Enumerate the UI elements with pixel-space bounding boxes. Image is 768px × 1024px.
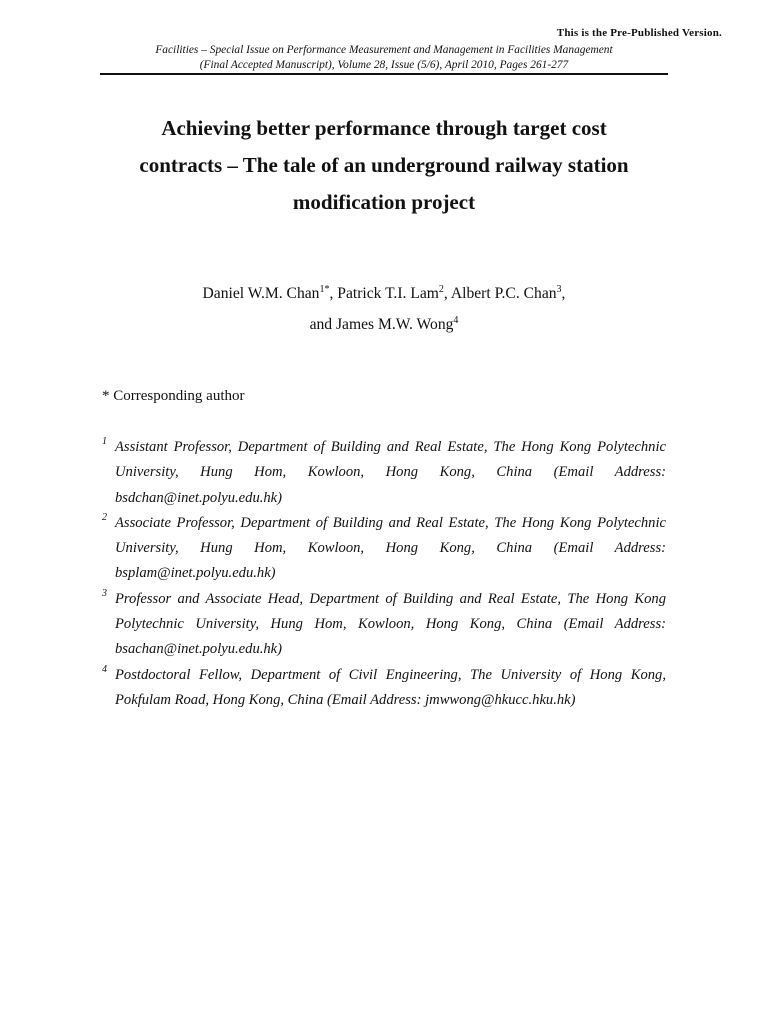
affiliation-number: 1 bbox=[102, 436, 107, 447]
journal-line-1: Facilities – Special Issue on Performance Measurement and Management in Facilities Management bbox=[155, 44, 613, 56]
paper-title bbox=[100, 110, 668, 221]
affiliation-item bbox=[102, 587, 666, 663]
affiliation-text: Professor and Associate Head, Department of Building and Real Estate, The Hong Kong Polytechnic University, Hung Hom, Kowloon, Hong Kong, China (Email Address: bsachan@inet.polyu.edu.hk) bbox=[115, 590, 666, 658]
affiliation-item bbox=[102, 435, 666, 511]
title-line-2: contracts – The tale of an underground railway station bbox=[139, 153, 629, 177]
author-affiliation-mark: 4 bbox=[453, 315, 459, 326]
title-line-1: Achieving better performance through target cost bbox=[161, 116, 607, 140]
author-separator: , bbox=[329, 285, 338, 302]
author-separator: , bbox=[443, 285, 451, 302]
author-separator: , bbox=[561, 285, 566, 302]
author-line-2 bbox=[100, 309, 668, 340]
affiliation-item bbox=[102, 663, 666, 714]
affiliation-number: 4 bbox=[102, 663, 107, 675]
affiliation-number: 3 bbox=[102, 587, 107, 599]
author-name: Albert P.C. Chan bbox=[450, 285, 557, 302]
author-affiliation-mark: 1* bbox=[319, 284, 330, 295]
author-name: and James M.W. Wong bbox=[309, 316, 454, 333]
affiliation-number: 2 bbox=[102, 511, 107, 523]
affiliation-text: Assistant Professor, Department of Building and Real Estate, The Hong Kong Polytechnic University, Hung Hom, Kowloon, Hong Kong, China (Email Address: bsdchan@inet.polyu.edu.hk) bbox=[115, 439, 666, 506]
prepublished-notice: This is the Pre-Published Version. bbox=[556, 27, 722, 39]
author-list bbox=[100, 278, 668, 340]
author-name: Daniel W.M. Chan bbox=[202, 285, 320, 302]
affiliation-item bbox=[102, 511, 666, 587]
author-affiliation-mark: 2 bbox=[438, 284, 444, 295]
author-line-1 bbox=[100, 278, 668, 309]
header-rule bbox=[100, 73, 668, 75]
author-affiliation-mark: 3 bbox=[556, 284, 562, 295]
affiliation-text: Postdoctoral Fellow, Department of Civil Engineering, The University of Hong Kong, Pokfulam Road, Hong Kong, China (Email Address: jmwwong@hkucc.hku.hk) bbox=[115, 666, 666, 708]
title-line-3: modification project bbox=[292, 190, 476, 214]
author-name: Patrick T.I. Lam bbox=[337, 285, 439, 302]
corresponding-author-note: * Corresponding author bbox=[102, 388, 245, 404]
journal-header bbox=[100, 43, 668, 73]
affiliation-list bbox=[102, 435, 666, 713]
journal-line-2: (Final Accepted Manuscript), Volume 28, Issue (5/6), April 2010, Pages 261-277 bbox=[199, 59, 569, 71]
affiliation-text: Associate Professor, Department of Building and Real Estate, The Hong Kong Polytechnic University, Hung Hom, Kowloon, Hong Kong, China (Email Address: bsplam@inet.polyu.edu.hk) bbox=[115, 514, 666, 582]
